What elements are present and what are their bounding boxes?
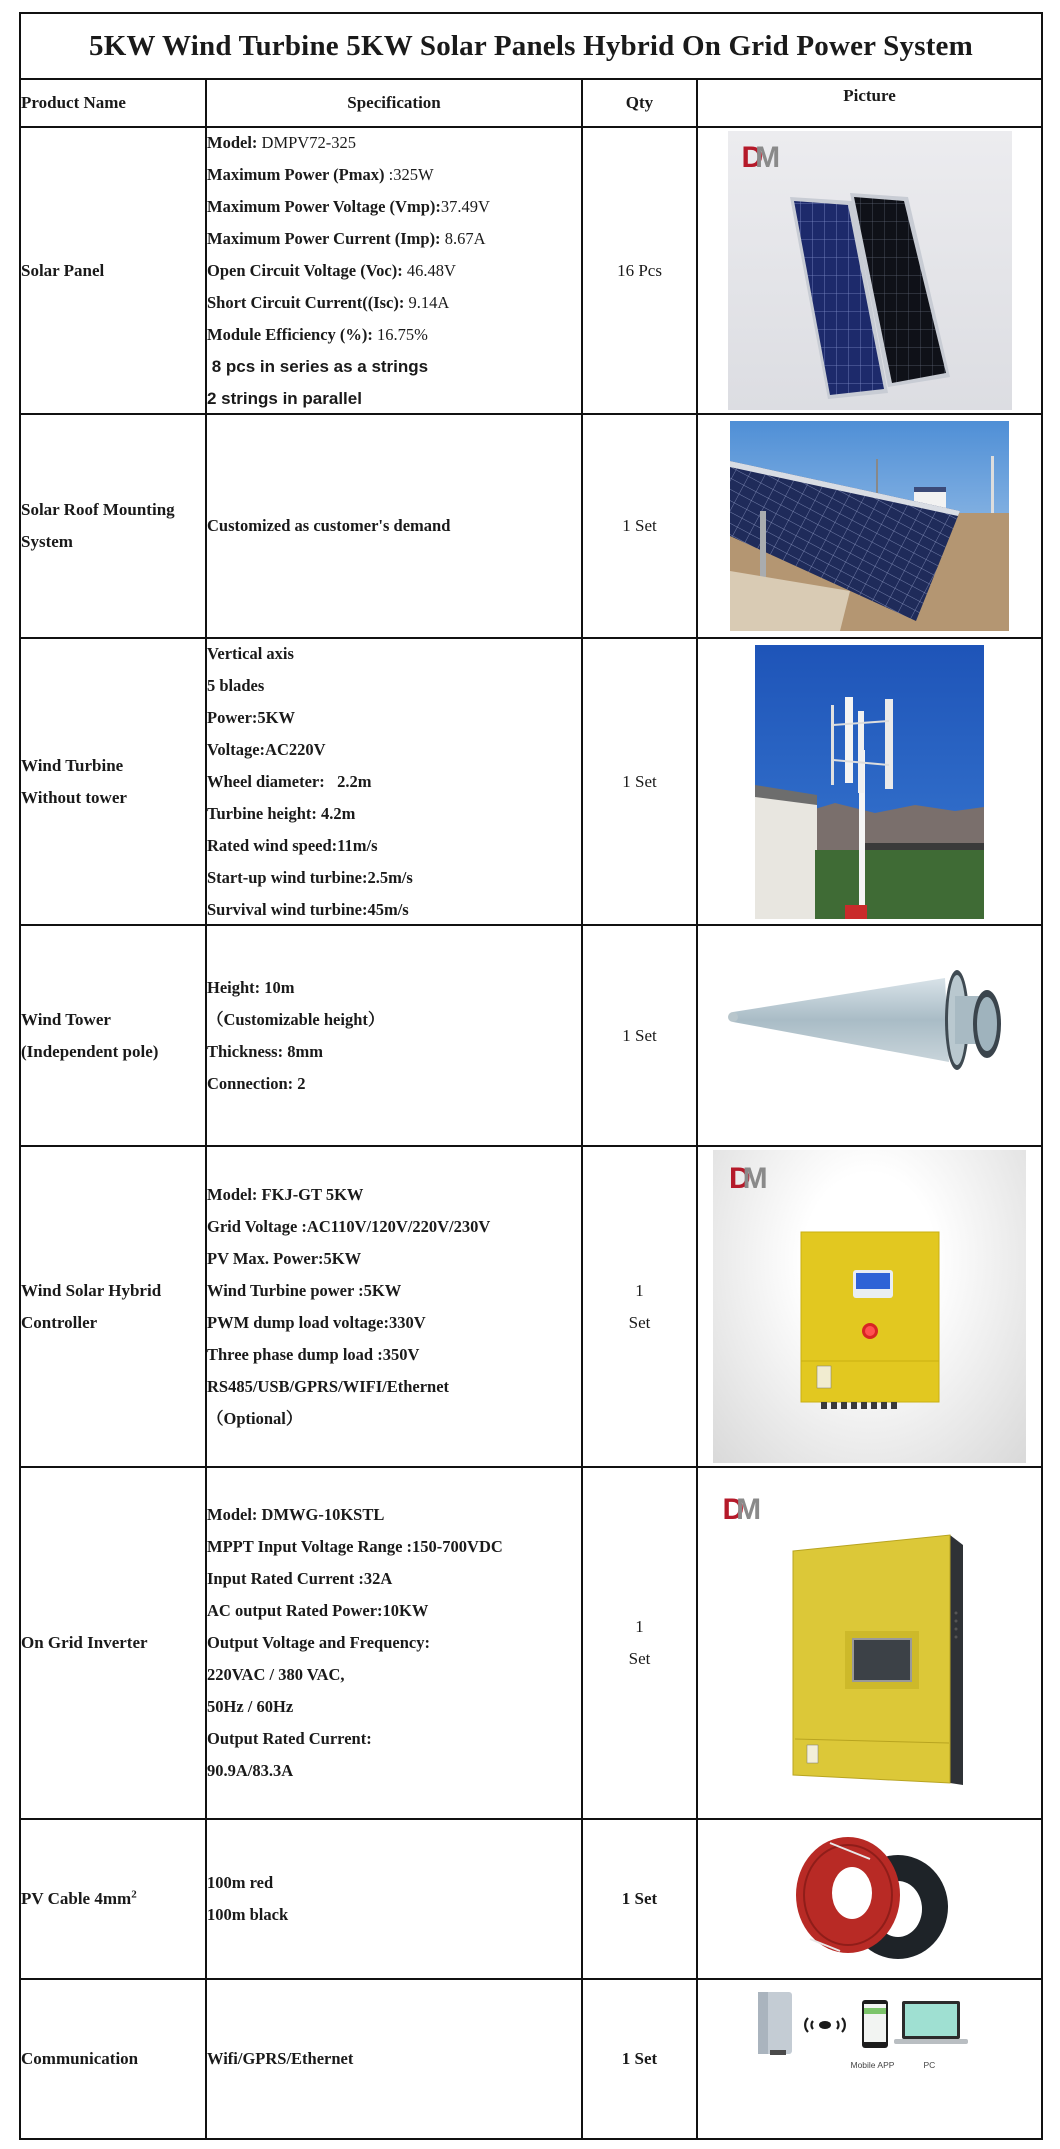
specification-cell [207,639,583,924]
qty-value: 1 Set [622,771,657,791]
spec-line: Wind Turbine power :5KW [207,1280,402,1300]
picture-cell [698,1980,1041,2138]
picture-cell [698,1468,1041,1818]
specification-cell [207,1820,583,1978]
spec-line: 5 blades [207,675,265,695]
spec-line: RS485/USB/GPRS/WIFI/Ethernet [207,1376,450,1396]
qty-value: 16 Pcs [617,260,662,280]
spec-line [207,223,581,255]
spec-value: 46.48V [402,260,456,280]
qty-cell [583,639,698,924]
product-name-line: Wind Solar Hybrid [21,1280,162,1300]
picture-cell [698,1820,1041,1978]
spec-line: 220VAC / 380 VAC, [207,1665,345,1684]
picture-cell [698,1147,1041,1466]
spec-line: Survival wind turbine:45m/s [207,899,409,919]
qty-unit: Set [628,1649,651,1668]
inverter-device-icon [705,1473,1035,1813]
controller-device-icon [713,1150,1026,1463]
spec-line: Output Voltage and Frequency: [207,1633,430,1652]
spec-line: 50Hz / 60Hz [207,1697,294,1716]
spec-line: （Customizable height） [207,1009,385,1029]
specification-cell [207,1980,583,2138]
table-row-hybrid-controller [21,1147,1041,1468]
yellow-hybrid-controller-image [713,1150,1026,1463]
product-name-cell [21,415,207,637]
spec-label: Maximum Power Voltage (Vmp): [207,196,441,216]
spec-value: 16.75% [372,324,428,344]
header-specification: Specification [207,80,583,126]
spec-line: MPPT Input Voltage Range :150-700VDC [207,1537,503,1556]
spec-line: Rated wind speed:11m/s [207,835,378,855]
spec-line: Output Rated Current: [207,1729,372,1748]
spec-line: 8 pcs in series as a strings [207,356,429,376]
product-spec-table [19,12,1043,2140]
spec-line: PWM dump load voltage:330V [207,1312,426,1332]
spec-line: AC output Rated Power:10KW [207,1601,429,1620]
spec-line: Input Rated Current :32A [207,1569,393,1588]
qty-cell [583,1147,698,1466]
spec-line: Voltage:AC220V [207,739,326,759]
header-product-name: Product Name [21,80,207,126]
product-name-line: Wind Tower [21,1009,111,1029]
specification-cell [207,926,583,1145]
product-name-text: PV Cable 4mm [21,1889,132,1908]
qty-cell [583,1820,698,1978]
product-name-cell [21,639,207,924]
spec-value: 8.67A [440,228,486,248]
spec-line: Power:5KW [207,707,295,727]
qty-cell [583,415,698,637]
table-header-row [21,80,1041,128]
header-picture: Picture [843,86,896,105]
qty-cell [583,926,698,1145]
spec-line: Grid Voltage :AC110V/120V/220V/230V [207,1216,491,1236]
spec-line: 100m black [207,1905,289,1924]
product-name-line: System [21,532,73,551]
tapered-steel-pole-image [725,966,1015,1076]
spec-label: Open Circuit Voltage (Voc): [207,260,403,280]
spec-line: 100m red [207,1873,274,1892]
qty-value: 1 Set [621,1889,658,1908]
header-qty: Qty [583,80,698,126]
spec-line: Model: DMWG-10KSTL [207,1505,385,1524]
spec-value: 37.49V [440,196,490,216]
spec-value: :325W [384,164,434,184]
spec-value: DMPV72-325 [257,132,356,152]
specification-cell [207,1468,583,1818]
product-name-line: Solar Roof Mounting [21,500,175,519]
red-black-cable-coils-image [770,1829,970,1969]
superscript: 2 [131,1888,137,1901]
table-row-wind-tower [21,926,1041,1147]
yellow-grid-inverter-image [705,1473,1035,1813]
spec-line [207,191,581,223]
spec-label: Model: [207,132,258,152]
product-name-cell: Solar Panel [21,128,207,413]
dm-logo-icon: DM [729,1162,760,1195]
specification-cell [207,128,583,413]
spec-line: Height: 10m [207,977,295,997]
qty-value: 1 [635,1617,644,1636]
qty-unit: Set [628,1312,651,1332]
table-title: 5KW Wind Turbine 5KW Solar Panels Hybrid On Grid Power System [21,14,1041,80]
solar-panel-icon [728,131,1012,410]
spec-line [207,319,581,351]
table-row-on-grid-inverter [21,1468,1041,1820]
vertical-axis-wind-turbine-photo [755,645,984,919]
specification-cell [207,415,583,637]
qty-cell [583,128,698,413]
product-name-cell: Communication [21,1980,207,2138]
communication-diagram-image [750,1988,990,2078]
picture-cell [698,415,1041,637]
ground-mounted-solar-array-photo [730,421,1009,631]
spec-line: Vertical axis [207,643,294,663]
specification-cell [207,1147,583,1466]
spec-label: Short Circuit Current((Isc): [207,292,405,312]
product-name-line: Without tower [21,787,127,807]
product-name-line: Wind Turbine [21,755,124,775]
dm-logo-icon: DM [741,141,773,174]
spec-line [207,287,581,319]
table-row-solar-panel [21,128,1041,415]
spec-line: Three phase dump load :350V [207,1344,420,1364]
spec-line: Customized as customer's demand [207,516,451,535]
pc-label: PC [923,2060,936,2070]
spec-line: Model: FKJ-GT 5KW [207,1184,364,1204]
spec-line [207,159,581,191]
table-row-pv-cable [21,1820,1041,1980]
spec-line: Start-up wind turbine:2.5m/s [207,867,413,887]
product-name-cell [21,1820,207,1978]
spec-line: 90.9A/83.3A [207,1761,294,1780]
qty-value: 1 Set [622,1025,657,1045]
picture-cell [698,926,1041,1145]
picture-cell [698,639,1041,924]
table-row-wind-turbine [21,639,1041,926]
table-row-communication [21,1980,1041,2138]
qty-value: 1 Set [622,516,657,535]
qty-cell [583,1468,698,1818]
spec-label: Maximum Power (Pmax) [207,164,385,184]
product-name-cell [21,926,207,1145]
qty-cell [583,1980,698,2138]
product-name-cell: On Grid Inverter [21,1468,207,1818]
solar-panel-image [728,131,1012,410]
picture-cell [698,128,1041,413]
spec-line: 2 strings in parallel [207,388,362,408]
spec-line: Wifi/GPRS/Ethernet [207,2049,354,2068]
spec-label: Maximum Power Current (Imp): [207,228,441,248]
spec-line [207,255,581,287]
spec-line: Thickness: 8mm [207,1041,323,1061]
spec-label: Module Efficiency (%): [207,324,373,344]
spec-line: Wheel diameter: 2.2m [207,771,372,791]
product-name-cell [21,1147,207,1466]
spec-value: 9.14A [404,292,450,312]
mobile-app-label: Mobile APP [850,2060,895,2070]
qty-value: 1 Set [621,2049,658,2068]
table-row-solar-roof-mounting [21,415,1041,639]
spec-line: Turbine height: 4.2m [207,803,356,823]
spec-line: Connection: 2 [207,1073,306,1093]
spec-line: （Optional） [207,1408,303,1428]
product-name-line: Controller [21,1312,98,1332]
dm-logo-icon: DM [722,1493,754,1526]
qty-value: 1 [635,1280,644,1300]
spec-line: PV Max. Power:5KW [207,1248,362,1268]
spec-line [207,127,581,159]
product-name-line: (Independent pole) [21,1041,159,1061]
